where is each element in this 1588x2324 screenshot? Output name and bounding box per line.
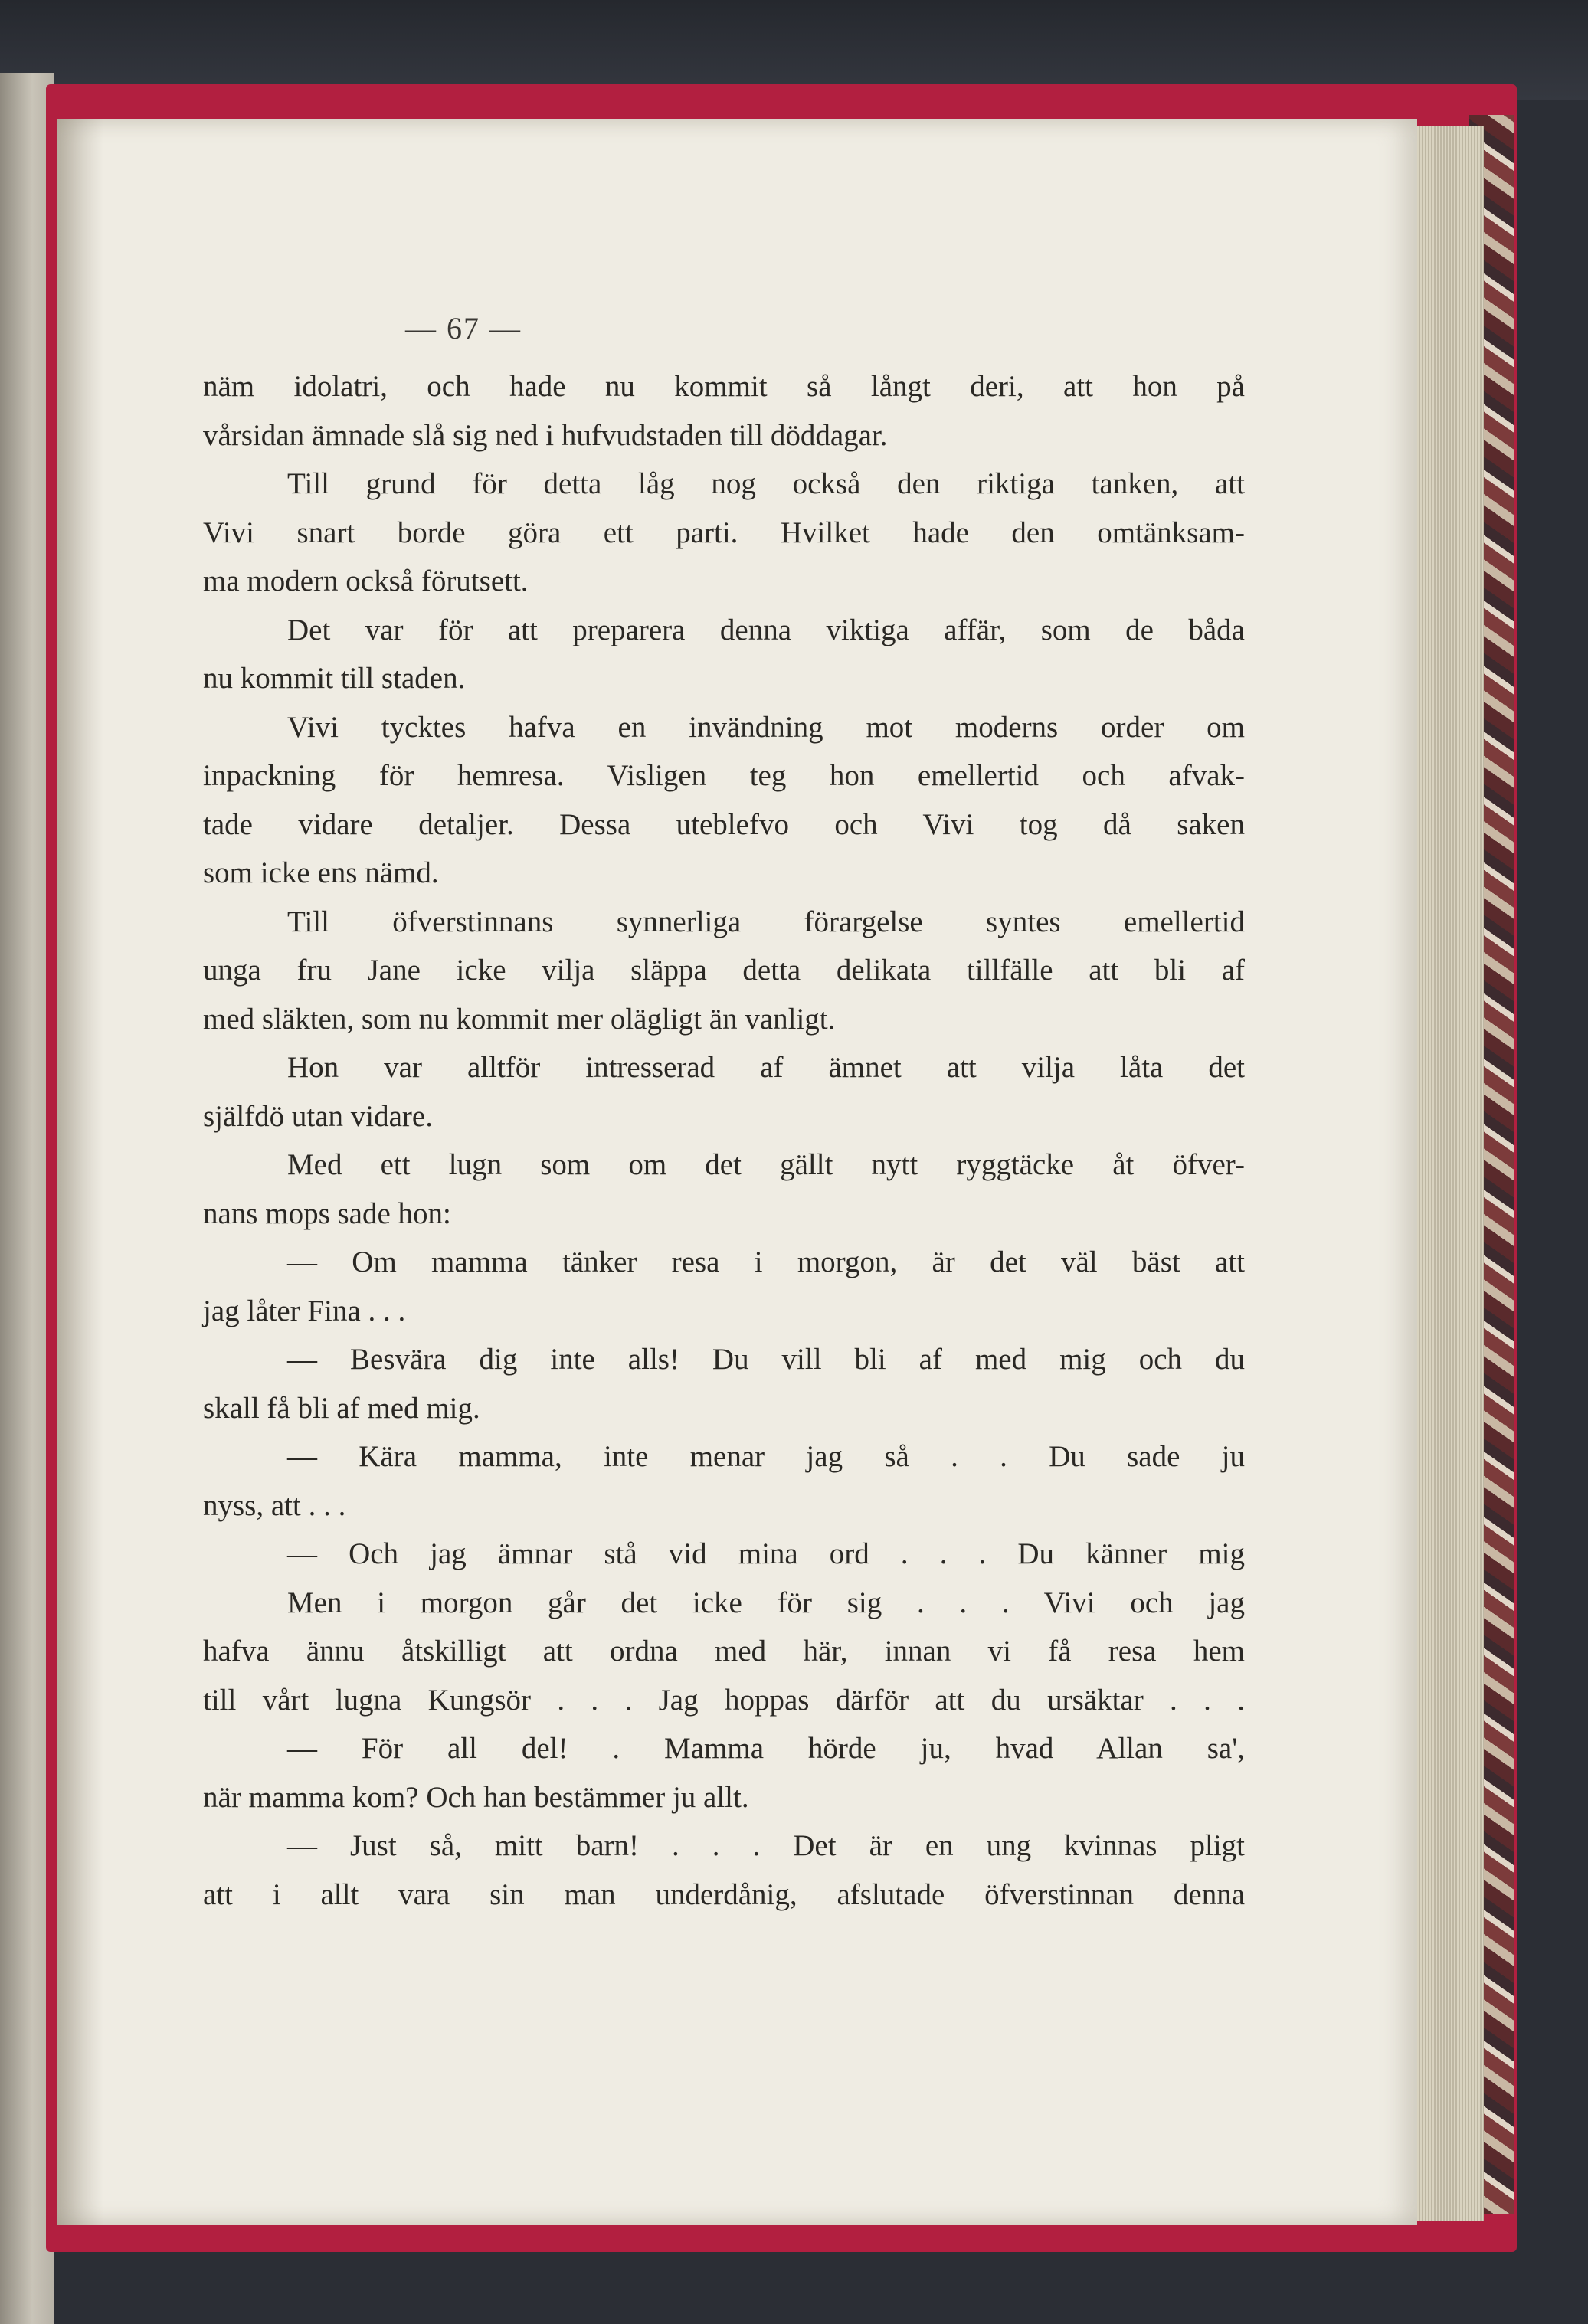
text-line: till vårt lugna Kungsör . . . Jag hoppas därför att du ursäktar . . . [203, 1683, 1245, 1717]
text-line: själfdö utan vidare. [203, 1099, 433, 1133]
text-line: hafva ännu åtskilligt att ordna med här, innan vi få resa hem [203, 1635, 1245, 1668]
book-page [57, 119, 1417, 2225]
text-line: ma modern också förutsett. [203, 565, 529, 597]
text-line: jag låter Fina . . . [203, 1294, 406, 1327]
text-line: Det var för att preparera denna viktiga affär, som de båda [287, 613, 1245, 646]
text-line: Med ett lugn som om det gällt nytt ryggtäcke åt öfver- [287, 1148, 1245, 1181]
text-line: näm idolatri, och hade nu kommit så långt deri, att hon på [203, 370, 1245, 403]
text-line: tade vidare detaljer. Dessa uteblefvo och Vivi tog då saken [203, 807, 1245, 841]
page-edges [1410, 126, 1484, 2221]
text-line: nu kommit till staden. [203, 662, 466, 695]
text-line: — Och jag ämnar stå vid mina ord . . . Du känner mig [287, 1537, 1245, 1570]
text-line: som icke ens nämd. [203, 856, 439, 889]
gutter-shadow [57, 119, 103, 2225]
text-line: — Om mamma tänker resa i morgon, är det väl bäst att [287, 1245, 1245, 1278]
text-line: Till grund för detta låg nog också den riktiga tanken, att [287, 467, 1245, 500]
text-line: med släkten, som nu kommit mer olägligt än vanligt. [203, 1002, 836, 1036]
text-line: Men i morgon går det icke för sig . . . Vivi och jag [287, 1586, 1245, 1619]
page-number: — 67 — [405, 311, 522, 345]
text-line: Vivi snart borde göra ett parti. Hvilket hade den omtänksam- [203, 516, 1245, 549]
text-line: att i allt vara sin man underdånig, afslutade öfverstinnan denna [203, 1877, 1245, 1911]
text-line: nans mops sade hon: [203, 1196, 451, 1230]
text-line: Hon var alltför intresserad af ämnet att vilja låta det [287, 1051, 1245, 1084]
text-line: — Just så, mitt barn! . . . Det är en ung kvinnas pligt [287, 1829, 1245, 1862]
text-line: skall få bli af med mig. [203, 1391, 480, 1425]
text-line: unga fru Jane icke vilja släppa detta delikata tillfälle att bli af [203, 954, 1245, 987]
text-line: när mamma kom? Och han bestämmer ju allt. [203, 1780, 749, 1814]
text-line: — Besvära dig inte alls! Du vill bli af med mig och du [287, 1343, 1245, 1376]
text-line: inpackning för hemresa. Visligen teg hon emellertid och afvak- [203, 759, 1245, 792]
text-block [203, 362, 1245, 1919]
text-line: vårsidan ämnade slå sig ned i hufvudstaden till döddagar. [203, 418, 888, 452]
text-line: nyss, att . . . [203, 1488, 346, 1522]
text-line: — Kära mamma, inte menar jag så . . Du sade ju [287, 1440, 1245, 1473]
text-line: Vivi tycktes hafva en invändning mot moderns order om [287, 710, 1245, 744]
text-line: Till öfverstinnans synnerliga förargelse syntes emellertid [287, 905, 1245, 938]
text-line: — För all del! . Mamma hörde ju, hvad Allan sa', [287, 1732, 1245, 1765]
